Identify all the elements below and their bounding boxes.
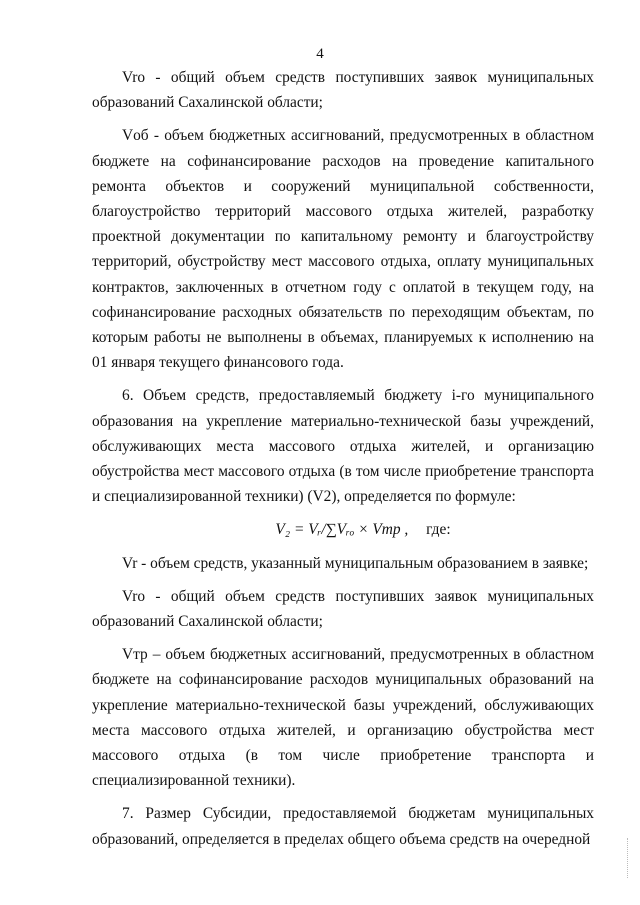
paragraph-vro-definition-2: Vro - общий объем средств поступивших заявок муниципальных образований Сахалинской области; (92, 587, 594, 631)
formula-line (92, 517, 594, 542)
formula-expression: V₂ = Vᵣ/∑Vᵣₒ × Vтр , (275, 521, 409, 539)
paragraph-vtr-definition: Vтр – объем бюджетных ассигнований, предусмотренных в областном бюджете на софинансирование расходов муниципальных образований на укрепление материально-технической базы учреждений, обслуживающих места массового отдыха жителей, и организацию обустройства мест массового отдыха (в том числе приобретение транспорта и специализированной техники). (92, 646, 594, 790)
document-body (92, 65, 594, 860)
paragraph-vob-definition: Vоб - объем бюджетных ассигнований, предусмотренных в областном бюджете на софинансирование расходов на проведение капитального ремонта объектов и сооружений муниципальной собственности, благоустройство территорий массового отдыха жителей, разработку проектной документации по капитальному ремонту и благоустройству территорий, обустройству мест массового отдыха, оплату муниципальных контрактов, заключенных в отчетном году с оплатой в текущем году, на софинансирование расходных обязательств по переходящим объектам, по которым работы не выполнены в объемах, планируемых к исполнению на 01 января текущего финансового года. (92, 127, 594, 372)
paragraph-vro-definition: Vro - общий объем средств поступивших заявок муниципальных образований Сахалинской области; (92, 69, 594, 112)
formula-where: где: (426, 521, 451, 539)
scan-margin-mark (625, 838, 628, 878)
page-number: 4 (316, 46, 324, 62)
paragraph-vr-definition: Vr - объем средств, указанный муниципальным образованием в заявке; (122, 554, 589, 572)
paragraph-item-7: 7. Размер Субсидии, предоставляемой бюджетам муниципальных образований, определяется в пределах общего объема средств на очередной (92, 805, 594, 848)
paragraph-item-6: 6. Объем средств, предоставляемый бюджету i-го муниципального образования на укрепление материально-технической базы учреждений, обслуживающих места массового отдыха жителей, и организацию обустройства мест массового отдыха (в том числе приобретение транспорта и специализированной техники) (V2), определяется по формуле: (92, 387, 594, 506)
